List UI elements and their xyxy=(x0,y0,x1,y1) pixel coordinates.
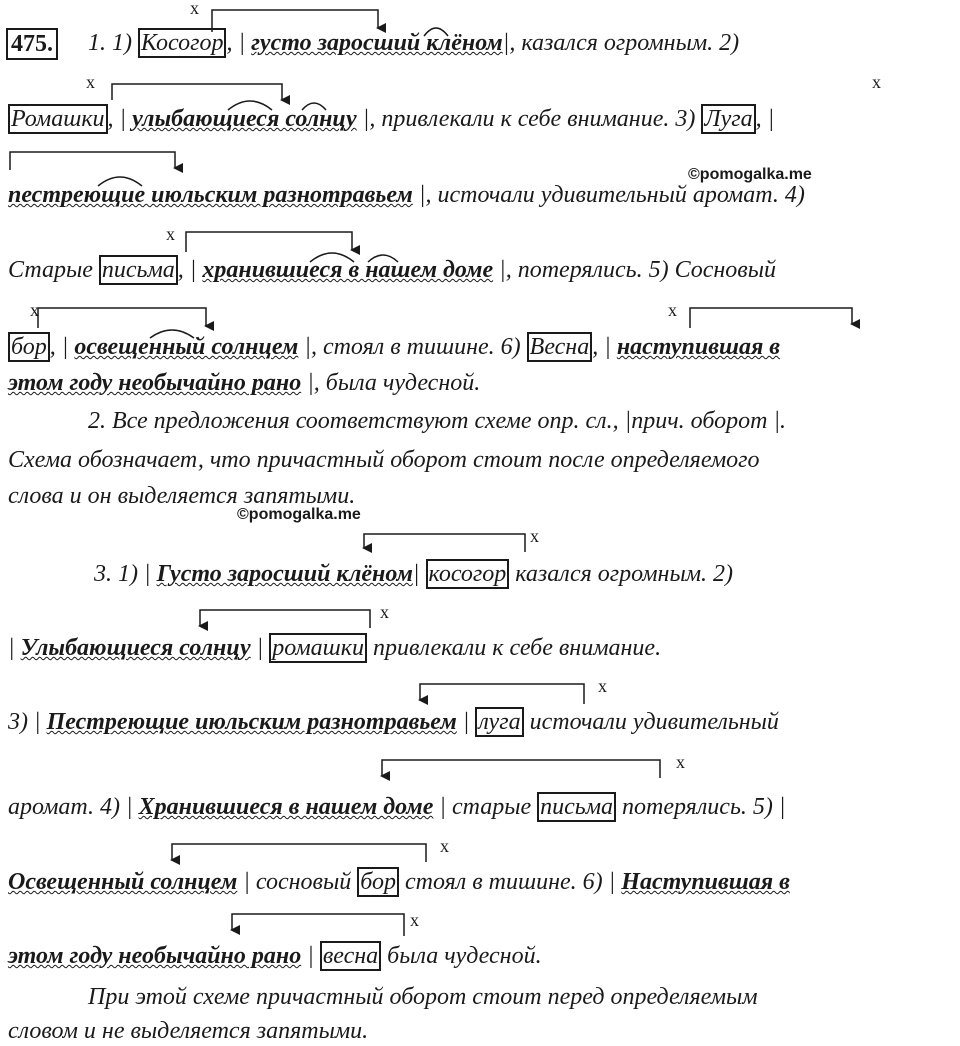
p2-line1: 2. Все предложения соответствуют схеме опр. сл., |прич. оборот |. xyxy=(88,408,787,434)
text: , | xyxy=(592,334,617,360)
marker-x: x xyxy=(380,602,389,622)
p3-line1 xyxy=(94,559,733,589)
watermark: ©pomogalka.me xyxy=(237,506,361,523)
text: была чудесной. xyxy=(381,943,542,969)
text: | xyxy=(301,943,320,969)
text: , | xyxy=(177,257,203,283)
marker-x: x xyxy=(530,526,539,546)
text: |, привлекали к себе внимание. 3) xyxy=(356,106,702,132)
text: | сосновый xyxy=(237,869,358,895)
marker-x: x xyxy=(166,224,175,244)
marker-x: x xyxy=(440,836,449,856)
text: | xyxy=(8,635,21,661)
defined-word: бор xyxy=(357,867,399,897)
text: |, стоял в тишине. 6) xyxy=(298,334,527,360)
defined-word: луга xyxy=(475,707,523,737)
participial-phrase: густо заросший клёном xyxy=(251,30,503,56)
defined-word: письма xyxy=(537,792,616,822)
marker-x: x xyxy=(598,676,607,696)
arrow xyxy=(364,534,525,552)
participial-phrase: Наступившая в xyxy=(621,869,790,895)
text: стоял в тишине. 6) | xyxy=(398,869,622,895)
defined-word: бор xyxy=(8,332,50,362)
participial-phrase: Освещенный солнцем xyxy=(8,869,238,895)
p1-line2 xyxy=(8,104,774,134)
task-number: 475. xyxy=(6,28,58,60)
text: | xyxy=(412,561,426,587)
arrow xyxy=(112,84,282,100)
p3-line2 xyxy=(8,633,661,663)
marker-x: x xyxy=(190,0,199,18)
participial-phrase: Пестреющие июльским разнотравьем xyxy=(46,709,457,735)
arrow xyxy=(690,308,852,328)
text: |, потерялись. 5) Сосновый xyxy=(493,257,776,283)
marker-x: x xyxy=(30,300,39,320)
marker-x: x xyxy=(872,72,881,92)
arrow xyxy=(382,760,660,778)
text: , | xyxy=(755,106,775,132)
arrow xyxy=(232,914,404,936)
text: , | xyxy=(49,334,75,360)
text: источали удивительный xyxy=(523,709,779,735)
p2-line3: слова и он выделяется запятыми. xyxy=(8,483,356,509)
arrow xyxy=(38,308,206,328)
defined-word: Ромашки xyxy=(8,104,108,134)
text: 3) | xyxy=(8,709,47,735)
p3-line4 xyxy=(8,792,785,822)
participial-phrase: Густо заросший клёном xyxy=(156,561,413,587)
arrow xyxy=(172,844,426,862)
arrow xyxy=(200,610,370,628)
text: привлекали к себе внимание. xyxy=(367,635,662,661)
text: Старые xyxy=(8,257,99,283)
participial-phrase: этом году необычайно рано xyxy=(8,370,302,396)
text: |, источали удивительный аромат. 4) xyxy=(412,182,805,208)
participial-phrase: улыбающиеся солнцу xyxy=(132,106,357,132)
p1-line3 xyxy=(8,180,805,210)
text: , | xyxy=(226,30,252,56)
defined-word: Луга xyxy=(701,104,755,134)
marker-x: x xyxy=(410,910,419,930)
p3-line5 xyxy=(8,867,790,897)
p3-line6 xyxy=(8,941,542,971)
text: аромат. 4) | xyxy=(8,794,139,820)
arrow xyxy=(10,152,175,170)
text: потерялись. 5) | xyxy=(616,794,786,820)
arrow xyxy=(186,232,352,252)
participial-phrase: пестреющие июльским разнотравьем xyxy=(8,182,413,208)
defined-word: письма xyxy=(99,255,178,285)
defined-word: косогор xyxy=(426,559,510,589)
p3-line3 xyxy=(8,707,779,737)
defined-word: ромашки xyxy=(269,633,367,663)
text: | xyxy=(456,709,476,735)
p1-line5 xyxy=(8,332,780,362)
text: 1. 1) xyxy=(88,30,132,56)
p2-line2: Схема обозначает, что причастный оборот стоит после определяемого xyxy=(8,447,760,473)
participial-phrase: Хранившиеся в нашем доме xyxy=(138,794,434,820)
participial-phrase: освещенный солнцем xyxy=(74,334,299,360)
text: |, казался огромным. 2) xyxy=(502,30,740,56)
marker-x: x xyxy=(86,72,95,92)
text: | старые xyxy=(433,794,538,820)
text: , | xyxy=(107,106,133,132)
participial-phrase: этом году необычайно рано xyxy=(8,943,302,969)
marker-x: x xyxy=(676,752,685,772)
text: 3. 1) | xyxy=(94,561,157,587)
text: казался огромным. 2) xyxy=(509,561,734,587)
text: |, была чудесной. xyxy=(301,370,481,396)
p1-line6 xyxy=(8,368,480,398)
defined-word: Косогор xyxy=(138,28,226,58)
defined-word: весна xyxy=(320,941,381,971)
arrow xyxy=(420,684,584,704)
p1-line1 xyxy=(88,28,739,58)
defined-word: Весна xyxy=(527,332,593,362)
text: | xyxy=(250,635,270,661)
participial-phrase: Улыбающиеся солнцу xyxy=(20,635,251,661)
p1-line4 xyxy=(8,255,776,285)
marker-x: x xyxy=(668,300,677,320)
participial-phrase: хранившиеся в нашем доме xyxy=(202,257,494,283)
p4-line2: словом и не выделяется запятыми. xyxy=(8,1018,369,1044)
participial-phrase: наступившая в xyxy=(616,334,781,360)
watermark: ©pomogalka.me xyxy=(688,166,812,183)
p4-line1: При этой схеме причастный оборот стоит перед определяемым xyxy=(88,984,758,1010)
